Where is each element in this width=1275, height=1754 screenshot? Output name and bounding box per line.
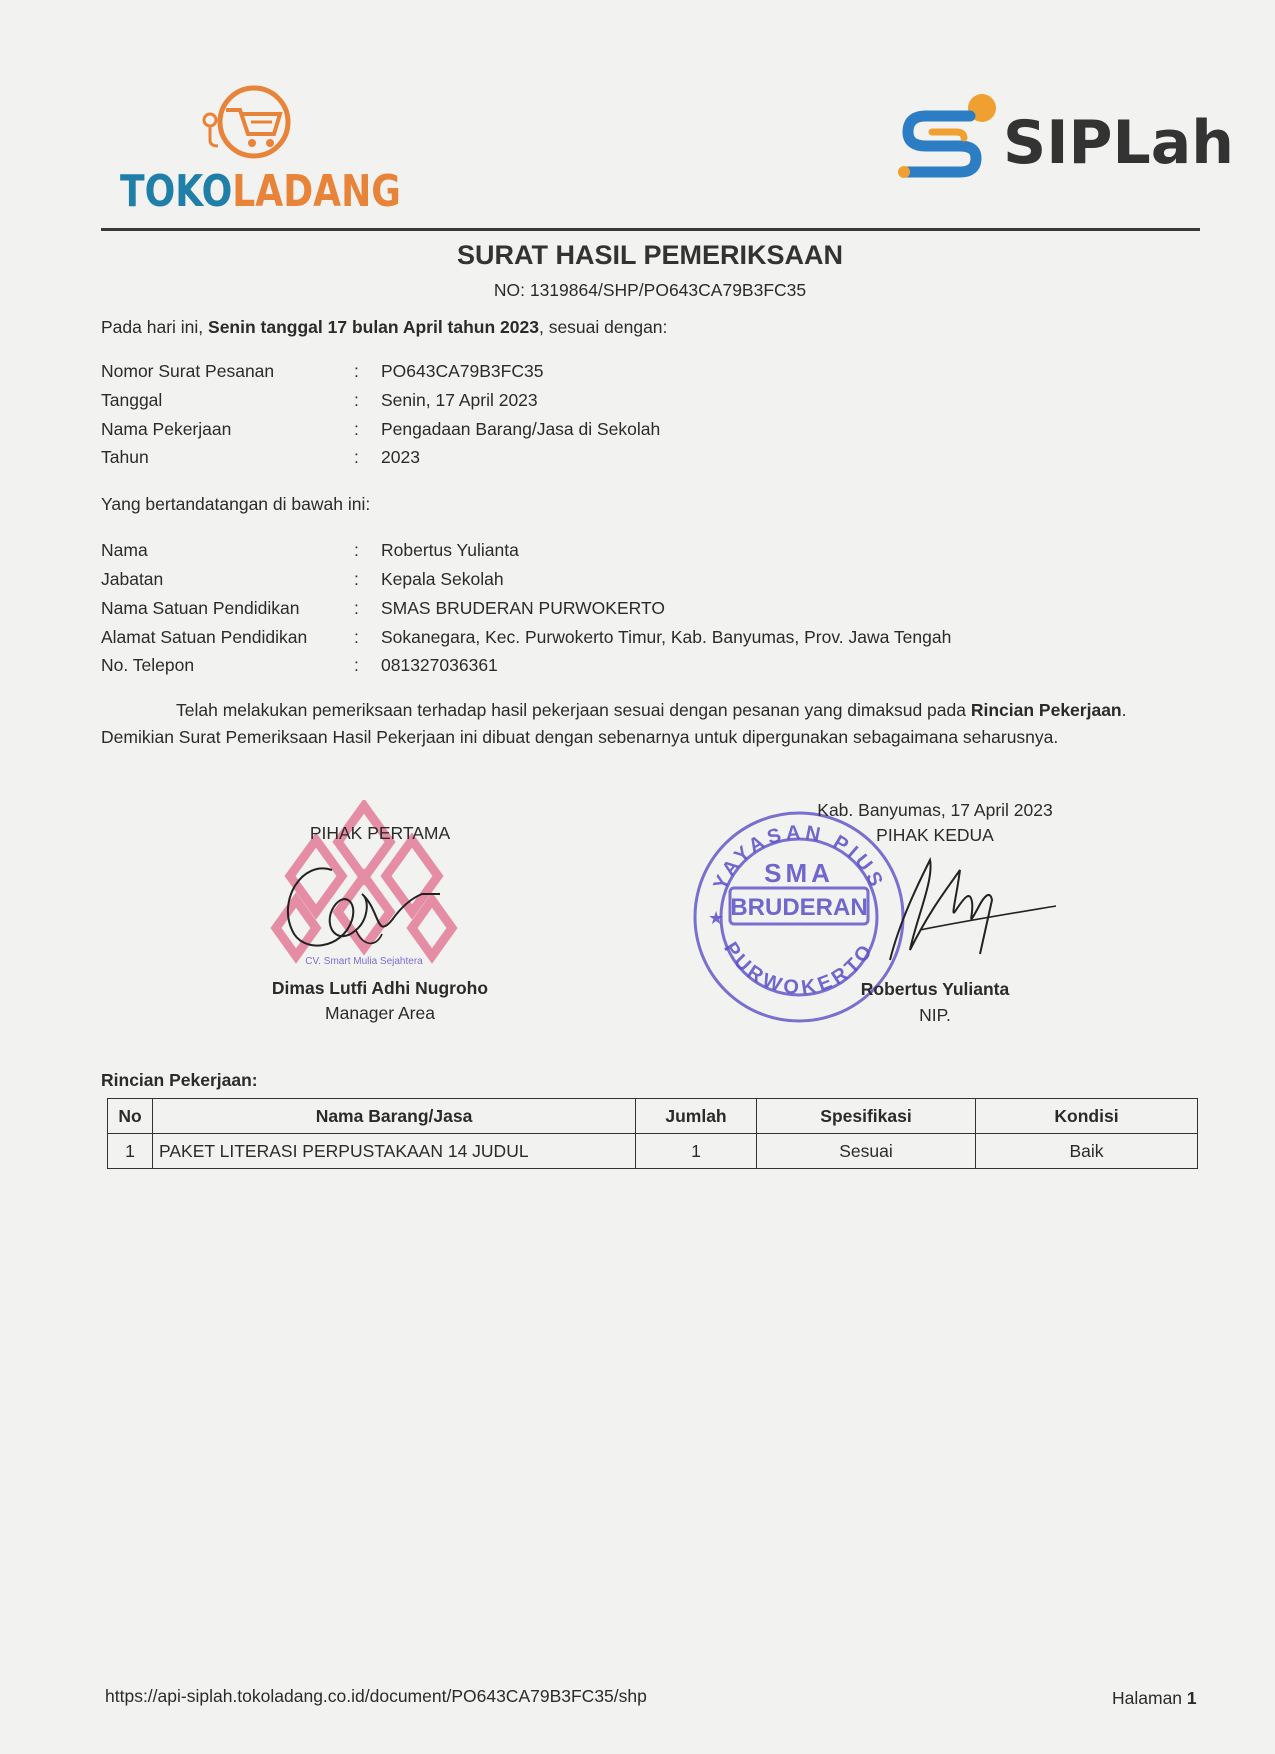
column-header: No	[108, 1099, 153, 1134]
siplah-logo: SIPLah	[1003, 108, 1234, 178]
place-date: Kab. Banyumas, 17 April 2023	[817, 800, 1053, 820]
field-label: Nama Satuan Pendidikan	[101, 598, 300, 618]
tokoladang-logo: TOKOLADANG	[120, 166, 401, 217]
second-party-label: PIHAK KEDUA	[876, 825, 994, 845]
field-value: Sokanegara, Kec. Purwokerto Timur, Kab. Banyumas, Prov. Jawa Tengah	[381, 627, 952, 647]
svg-text:SMA: SMA	[764, 858, 834, 888]
field-label: Nama Pekerjaan	[101, 419, 232, 439]
field-label: Tahun	[101, 447, 149, 467]
field-label: Nomor Surat Pesanan	[101, 361, 275, 381]
first-party-role: Manager Area	[325, 1003, 435, 1023]
statement-line-1: Telah melakukan pemeriksaan terhadap hasil pekerjaan sesuai dengan pesanan yang dimaksud pada Rincian Pekerjaan.	[176, 700, 1127, 720]
column-header: Nama Barang/Jasa	[153, 1099, 636, 1134]
field-value: 2023	[381, 447, 420, 467]
first-party-label: PIHAK PERTAMA	[309, 823, 451, 843]
shopping-cart-icon	[196, 80, 296, 166]
signature-first-party	[272, 850, 442, 980]
second-party-nip: NIP.	[919, 1005, 951, 1025]
column-header: Kondisi	[976, 1099, 1198, 1134]
field-value: Kepala Sekolah	[381, 569, 504, 589]
signed-intro-text: Yang bertandatangan di bawah ini:	[101, 494, 371, 514]
svg-text:BRUDERAN: BRUDERAN	[730, 894, 868, 921]
field-value: PO643CA79B3FC35	[381, 361, 544, 381]
second-party-name: Robertus Yulianta	[860, 979, 1010, 999]
table-row	[108, 1134, 1198, 1169]
svg-text:CV. Smart Mulia Sejahtera: CV. Smart Mulia Sejahtera	[305, 956, 423, 967]
table-cell: Baik	[976, 1134, 1198, 1169]
svg-text:PURWOKERTO: PURWOKERTO	[719, 938, 879, 1000]
field-label: Tanggal	[101, 390, 163, 410]
document-title: SURAT HASIL PEMERIKSAAN	[456, 240, 844, 270]
first-party-name: Dimas Lutfi Adhi Nugroho	[271, 978, 489, 998]
rincian-title: Rincian Pekerjaan:	[101, 1070, 258, 1090]
intro-text: Pada hari ini, Senin tanggal 17 bulan April tahun 2023, sesuai dengan:	[101, 317, 668, 337]
table-header-row	[108, 1099, 1198, 1134]
column-header: Spesifikasi	[757, 1099, 976, 1134]
table-cell: 1	[636, 1134, 757, 1169]
field-label: Jabatan	[101, 569, 164, 589]
statement-line-2: Demikian Surat Pemeriksaan Hasil Pekerjaan ini dibuat dengan sebenarnya untuk dipergunakan sebagaimana seharusnya.	[101, 727, 1059, 747]
field-value: Senin, 17 April 2023	[381, 390, 538, 410]
siplah-s-mark-icon	[898, 92, 998, 184]
field-label: No. Telepon	[101, 655, 195, 675]
page-number: Halaman 1	[1112, 1688, 1197, 1708]
field-value: Pengadaan Barang/Jasa di Sekolah	[381, 419, 661, 439]
footer-url: https://api-siplah.tokoladang.co.id/document/PO643CA79B3FC35/shp	[105, 1686, 647, 1706]
header-divider	[101, 228, 1200, 231]
field-label: Alamat Satuan Pendidikan	[101, 627, 308, 647]
table-cell: 1	[108, 1134, 153, 1169]
field-value: 081327036361	[381, 655, 498, 675]
svg-text:YAYASAN PIUS: YAYASAN PIUS	[709, 821, 889, 894]
signature-second-party	[860, 850, 1060, 970]
document-number: NO: 1319864/SHP/PO643CA79B3FC35	[493, 280, 807, 300]
table-cell: PAKET LITERASI PERPUSTAKAAN 14 JUDUL	[153, 1134, 636, 1169]
field-value: Robertus Yulianta	[381, 540, 519, 560]
table-cell: Sesuai	[757, 1134, 976, 1169]
rincian-table	[107, 1098, 1198, 1169]
column-header: Jumlah	[636, 1099, 757, 1134]
field-label: Nama	[101, 540, 148, 560]
svg-text:★: ★	[708, 908, 725, 928]
field-value: SMAS BRUDERAN PURWOKERTO	[381, 598, 665, 618]
